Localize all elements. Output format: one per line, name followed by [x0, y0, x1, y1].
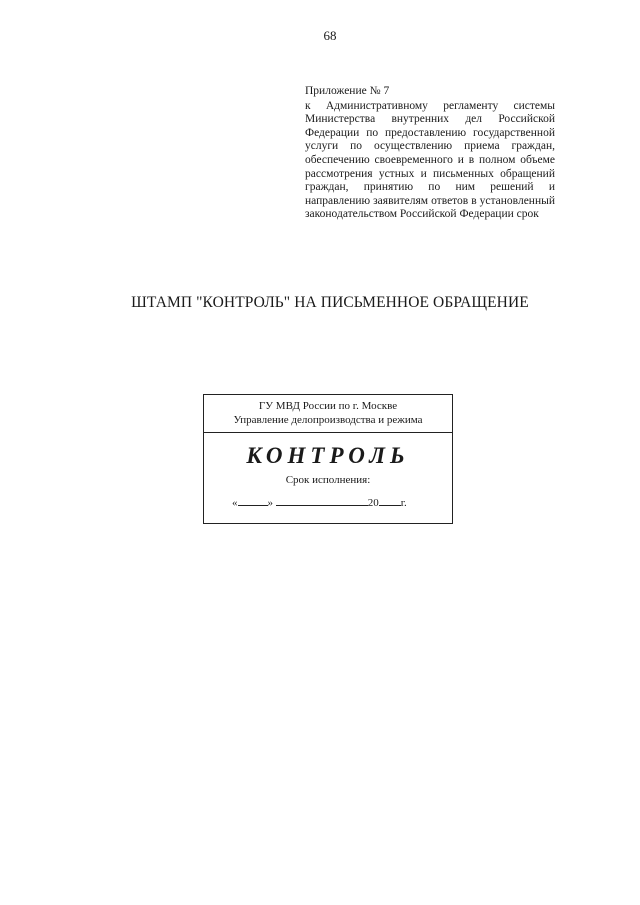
page-number: 68: [323, 28, 337, 43]
date-close-quote: »: [267, 497, 273, 509]
appendix-block: [305, 85, 555, 222]
month-blank: [276, 495, 368, 506]
year-blank: [379, 495, 401, 506]
stamp-deadline-label: Срок исполнения:: [285, 474, 371, 486]
appendix-title: Приложение № 7: [305, 85, 390, 97]
appendix-body: к Административному регламенту системы Министерства внутренних дел Российской Федерации по предоставлению государственной услуги по осуществлению приема граждан, обеспечению своевременного и в полном объеме рассмотрения устных и письменных обращений граждан, принятию по ним решений и направлению заявителям ответов в установленный законодательством Российской Федерации срок: [305, 99, 555, 221]
day-blank: [238, 495, 268, 506]
stamp-date-line: [204, 495, 452, 509]
date-year-suffix: г.: [400, 497, 407, 509]
stamp-org-line2: Управление делопроизводства и режима: [233, 414, 423, 426]
stamp-control-word: КОНТРОЛЬ: [246, 443, 410, 468]
document-heading: ШТАМП "КОНТРОЛЬ" НА ПИСЬМЕННОЕ ОБРАЩЕНИЕ: [131, 294, 529, 311]
control-stamp: [203, 394, 453, 524]
stamp-header: [204, 395, 452, 433]
date-open-quote: «: [232, 497, 238, 509]
stamp-org-line1: ГУ МВД России по г. Москве: [258, 400, 398, 412]
date-year-prefix: 20: [367, 497, 379, 509]
